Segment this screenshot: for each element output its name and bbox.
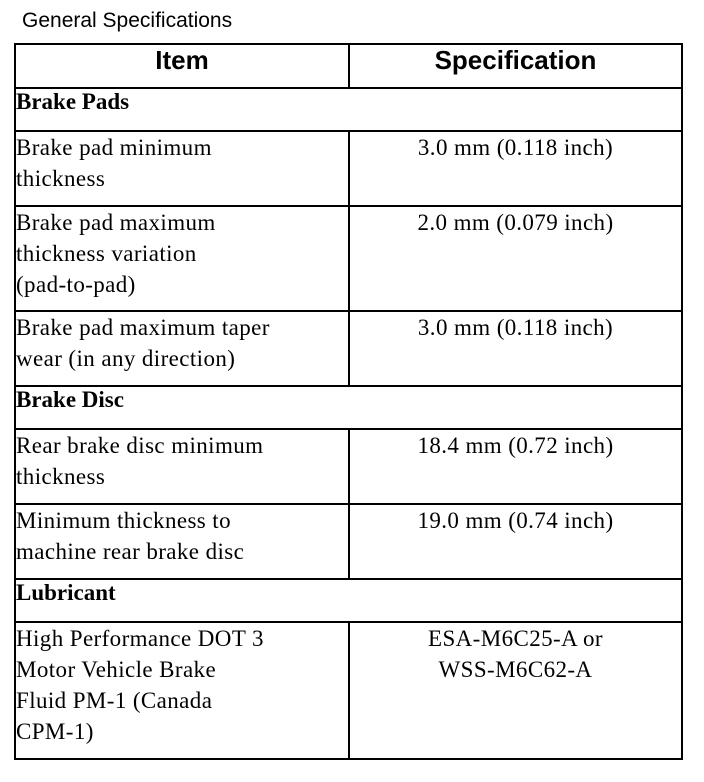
table-row bbox=[15, 504, 682, 579]
item-cell: Brake pad maximum taper wear (in any direction) bbox=[15, 311, 349, 386]
item-cell: Brake pad maximum thickness variation (pad-to-pad) bbox=[15, 206, 349, 311]
table-row bbox=[15, 311, 682, 386]
section-row bbox=[15, 386, 682, 429]
table-row bbox=[15, 206, 682, 311]
spec-cell: ESA-M6C25-A or WSS-M6C62-A bbox=[349, 622, 682, 759]
item-cell: Rear brake disc minimum thickness bbox=[15, 429, 349, 504]
table-row bbox=[15, 622, 682, 759]
column-header-specification: Specification bbox=[349, 44, 682, 88]
section-title-lubricant: Lubricant bbox=[15, 579, 682, 622]
section-row bbox=[15, 88, 682, 131]
page-title: General Specifications bbox=[22, 9, 233, 32]
spec-cell: 18.4 mm (0.72 inch) bbox=[349, 429, 682, 504]
item-cell: Brake pad minimum thickness bbox=[15, 131, 349, 206]
table-header-row bbox=[15, 44, 682, 88]
section-title-brake-pads: Brake Pads bbox=[15, 88, 682, 131]
table-row bbox=[15, 131, 682, 206]
spec-cell: 19.0 mm (0.74 inch) bbox=[349, 504, 682, 579]
item-cell: High Performance DOT 3 Motor Vehicle Brake Fluid PM-1 (Canada CPM-1) bbox=[15, 622, 349, 759]
column-header-item: Item bbox=[15, 44, 349, 88]
section-title-brake-disc: Brake Disc bbox=[15, 386, 682, 429]
item-cell: Minimum thickness to machine rear brake disc bbox=[15, 504, 349, 579]
spec-cell: 2.0 mm (0.079 inch) bbox=[349, 206, 682, 311]
section-row bbox=[15, 579, 682, 622]
spec-cell: 3.0 mm (0.118 inch) bbox=[349, 311, 682, 386]
spec-cell: 3.0 mm (0.118 inch) bbox=[349, 131, 682, 206]
table-row bbox=[15, 429, 682, 504]
specifications-table bbox=[14, 43, 683, 760]
